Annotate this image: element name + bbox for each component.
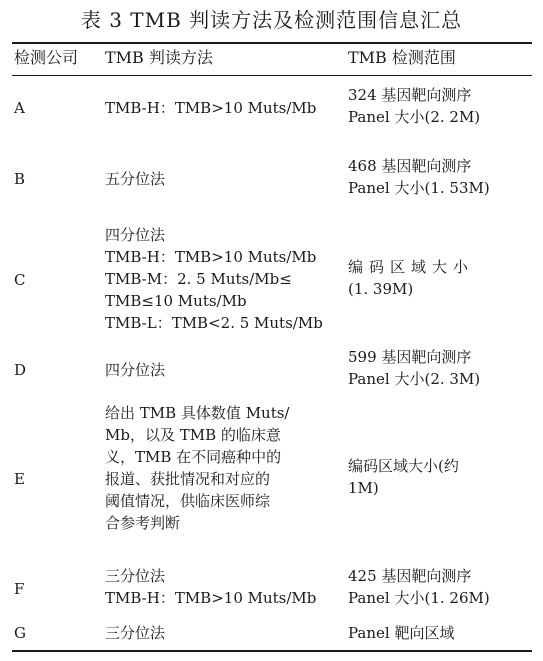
header-method: TMB 判读方法 <box>105 48 213 67</box>
method-line: 义，TMB 在不同癌种中的 <box>105 448 282 466</box>
range-line: Panel 大小(2. 2M) <box>348 108 481 126</box>
row-b-method <box>105 168 165 190</box>
row-d-method <box>105 359 165 381</box>
row-a-method <box>105 97 316 119</box>
method-line: TMB-H：TMB>10 Muts/Mb <box>105 99 317 117</box>
method-line: 阈值情况，供临床医师综 <box>105 492 271 510</box>
range-line: Panel 大小(1. 53M) <box>348 179 490 197</box>
row-c-range <box>348 256 474 300</box>
range-line: 599 基因靶向测序 <box>348 348 472 366</box>
row-e-company: E <box>14 470 25 488</box>
row-e-method <box>105 402 290 534</box>
method-line: TMB-H：TMB>10 Muts/Mb <box>105 589 317 607</box>
method-line: 四分位法 <box>105 361 166 379</box>
top-rule <box>12 42 532 44</box>
method-line: 五分位法 <box>105 170 166 188</box>
range-line: Panel 靶向区域 <box>348 624 455 642</box>
row-f-company: F <box>14 580 25 598</box>
header-range: TMB 检测范围 <box>348 48 456 67</box>
header-rule <box>12 75 532 76</box>
method-line: 三分位法 <box>105 567 166 585</box>
method-line: 四分位法 <box>105 226 166 244</box>
range-line: 324 基因靶向测序 <box>348 86 472 104</box>
method-line: 三分位法 <box>105 624 166 642</box>
method-line: TMB≤10 Muts/Mb <box>105 292 247 310</box>
row-g-range <box>348 622 454 644</box>
range-line: (1. 39M) <box>348 280 414 298</box>
range-line: Panel 大小(1. 26M) <box>348 589 490 607</box>
range-line: 425 基因靶向测序 <box>348 567 472 585</box>
row-c-method <box>105 224 323 334</box>
row-e-range <box>348 455 459 499</box>
range-line: 1M) <box>348 479 379 497</box>
method-line: 给出 TMB 具体数值 Muts/ <box>105 404 290 422</box>
row-g-company: G <box>14 624 26 642</box>
row-d-company: D <box>14 361 27 379</box>
method-line: TMB-M：2. 5 Muts/Mb≤ <box>105 270 292 288</box>
range-line: 468 基因靶向测序 <box>348 157 472 175</box>
table-caption: 表 3 TMB 判读方法及检测范围信息汇总 <box>80 8 463 32</box>
row-g-method <box>105 622 165 644</box>
method-line: 合参考判断 <box>105 514 181 532</box>
row-f-method <box>105 565 316 609</box>
row-a-range <box>348 84 480 128</box>
row-b-company: B <box>14 170 26 188</box>
header-company: 检测公司 <box>14 48 79 67</box>
row-f-range <box>348 565 490 609</box>
range-line: 编码区域大小 <box>348 258 475 276</box>
method-line: Mb，以及 TMB 的临床意 <box>105 426 281 444</box>
row-a-company: A <box>14 99 25 117</box>
range-line: Panel 大小(2. 3M) <box>348 370 481 388</box>
row-c-company: C <box>14 271 26 289</box>
method-line: 报道、获批情况和对应的 <box>105 470 271 488</box>
range-line: 编码区域大小(约 <box>348 457 459 475</box>
method-line: TMB-L：TMB<2. 5 Muts/Mb <box>105 314 323 332</box>
row-b-range <box>348 155 490 199</box>
method-line: TMB-H：TMB>10 Muts/Mb <box>105 248 317 266</box>
bottom-rule <box>12 650 532 652</box>
row-d-range <box>348 346 480 390</box>
